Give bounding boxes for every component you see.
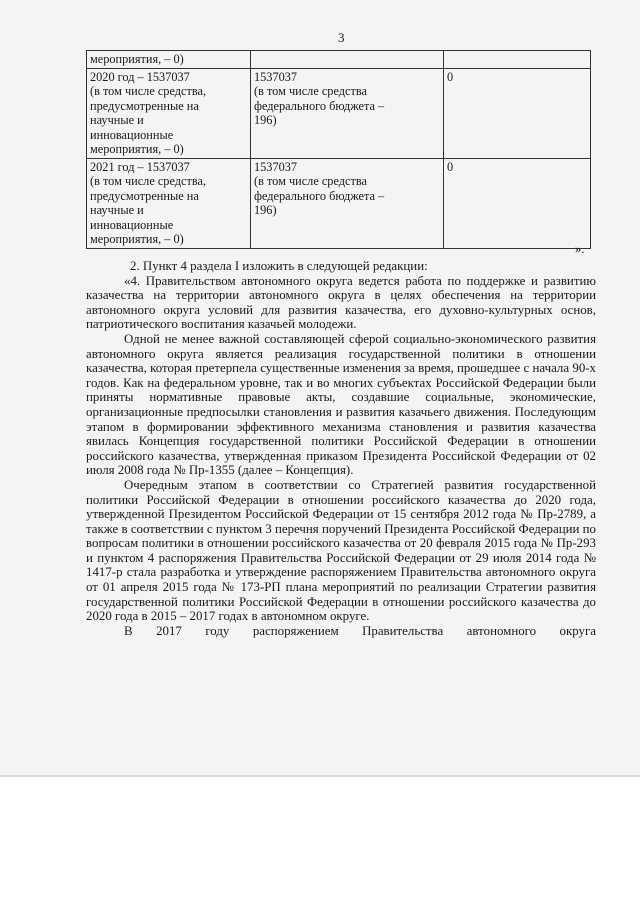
table-cell: 2021 год – 1537037 (в том числе средства, предусмотренные на научные и инновационные мероприятия, – 0)	[87, 158, 251, 248]
table-cell: мероприятия, – 0)	[87, 51, 251, 69]
funding-table	[86, 50, 591, 249]
table-cell: 1537037 (в том числе средства федерального бюджета – 196)	[251, 158, 444, 248]
table-cell	[444, 51, 591, 69]
paragraph: Одной не менее важной составляющей сферой социально-экономического развития автономного округа является реализация государственной политики в отношении казачества, которая претерпела существенные изменения за время, прошедшее с начала 90-х годов. Как на федеральном уровне, так и во многих субъектах Российской Федерации были приняты нормативные правовые акты, создавшие социальные, экономические, организационные предпосылки становления и развития казачьего движения. Последующим этапом в формировании эффективного механизма становления и развития казачества явилась Концепция государственной политики Российской Федерации в отношении российского казачества, утвержденная приказом Президента Российской Федерации от 02 июля 2008 года № Пр-1355 (далее – Концепция).	[86, 331, 596, 478]
amendment-instruction: 2. Пункт 4 раздела I изложить в следующей редакции:	[130, 259, 428, 273]
table-cell: 1537037 (в том числе средства федерального бюджета – 196)	[251, 68, 444, 158]
document-body	[86, 259, 596, 638]
closing-quote: ».	[575, 242, 585, 256]
table-row	[87, 158, 591, 248]
table-cell	[251, 51, 444, 69]
table-row	[87, 51, 591, 69]
table-row	[87, 68, 591, 158]
paragraph: Очередным этапом в соответствии со Стратегией развития государственной политики Российской Федерации в отношении российского казачества до 2020 года, утвержденной Президентом Российской Федерации от 15 сентября 2012 года № Пр-2789, а также в соответствии с пунктом 3 перечня поручений Президента Российской Федерации по вопросам политики в отношении российского казачества от 20 февраля 2015 года № Пр-293 и пунктом 4 распоряжения Правительства Российской Федерации от 29 июля 2014 года № 1417-р стала разработка и утверждение распоряжением Правительства автономного округа от 01 апреля 2015 года № 173-РП плана мероприятий по реализации Стратегии развития государственной политики Российской Федерации в отношении российского казачества до 2020 года в 2015 – 2017 годах в автономном округе.	[86, 477, 596, 624]
table-cell: 0	[444, 158, 591, 248]
table-cell: 0	[444, 68, 591, 158]
paragraph: В 2017 году распоряжением Правительства автономного округа	[124, 623, 596, 638]
table-cell: 2020 год – 1537037 (в том числе средства, предусмотренные на научные и инновационные мероприятия, – 0)	[87, 68, 251, 158]
page-number: 3	[338, 30, 345, 45]
paragraph: «4. Правительством автономного округа ведется работа по поддержке и развитию казачества на территории автономного округа в целях обеспечения на территории автономного округа условий для развития казачества, его духовно-культурных основ, патриотического воспитания казачьей молодежи.	[86, 273, 596, 332]
